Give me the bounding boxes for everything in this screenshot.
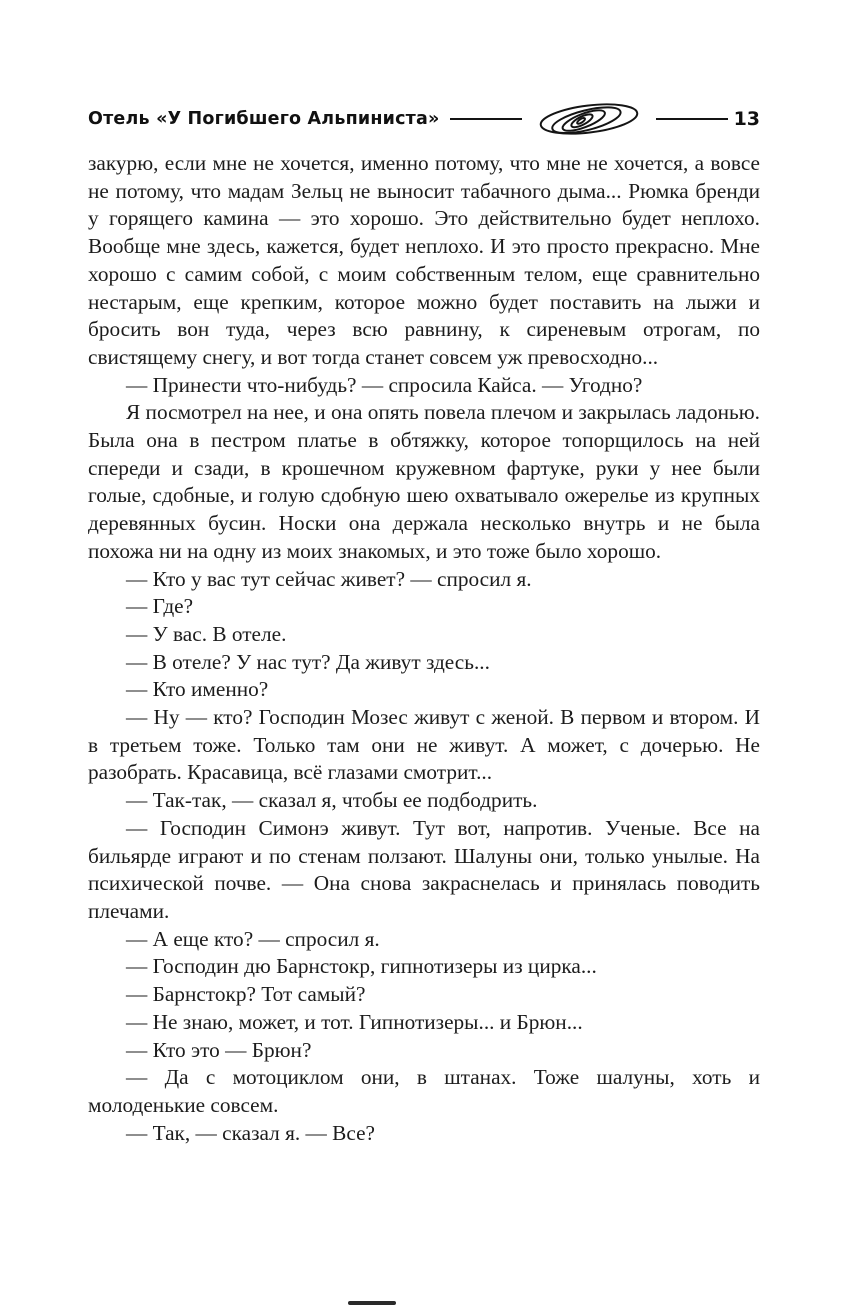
paragraph: — Так-так, — сказал я, чтобы ее подбодрить. xyxy=(126,788,538,813)
running-header xyxy=(88,96,760,142)
paragraph: закурю, если мне не хочется, именно потому, что мне не хочется, а вовсе не потому, что мадам Зельц не выносит табачного дыма... Рюмка бренди у горящего камина — это хорошо. Это действительно будет неплохо. Вообще мне здесь, кажется, будет неплохо. И это просто прекрасно. Мне хорошо с самим собой, с моим собственным телом, еще сравнительно нестарым, еще крепким, которое можно будет поставить на лыжи и бросить вон туда, через всю равнину, к сиреневым отрогам, по свистящему снегу, и вот тогда станет совсем уж превосходно... xyxy=(88,151,760,369)
paragraph: — Кто это — Брюн? xyxy=(126,1037,312,1062)
scan-artifact-mark xyxy=(348,1301,396,1305)
paragraph: — Барнстокр? Тот самый? xyxy=(126,982,366,1007)
spiral-ornament-icon xyxy=(526,96,652,142)
paragraph: Я посмотрел на нее, и она опять повела плечом и закрылась ладонью. Была она в пестром платье в обтяжку, которое топорщилось на ней спереди и сзади, в крошечном кружевном фартуке, руки у нее были голые, сдобные, и голую сдобную шею охватывало ожерелье из крупных деревянных бусин. Носки она держала несколько внутрь и не была похожа ни на одну из моих знакомых, и это тоже было хорошо. xyxy=(88,400,760,563)
paragraph: — Господин Симонэ живут. Тут вот, напротив. Ученые. Все на бильярде играют и по стенам ползают. Шалуны они, только унылые. На психической почве. — Она снова закраснелась и принялась поводить плечами. xyxy=(88,815,760,923)
body-text xyxy=(88,150,760,1147)
paragraph: — Не знаю, может, и тот. Гипнотизеры... и Брюн... xyxy=(126,1009,583,1034)
paragraph: — В отеле? У нас тут? Да живут здесь... xyxy=(126,649,490,674)
book-title: Отель «У Погибшего Альпиниста» xyxy=(88,109,440,129)
paragraph: — Да с мотоциклом они, в штанах. Тоже шалуны, хоть и молоденькие совсем. xyxy=(88,1065,760,1117)
paragraph: — Принести что-нибудь? — спросила Кайса. — Угодно? xyxy=(126,372,643,397)
paragraph: — А еще кто? — спросил я. xyxy=(126,926,380,951)
header-divider-right xyxy=(656,118,728,120)
paragraph: — У вас. В отеле. xyxy=(126,621,287,646)
paragraph: — Ну — кто? Господин Мозес живут с женой. В первом и втором. И в третьем тоже. Только там они не живут. А может, с дочерью. Не разобрать. Красавица, всё глазами смотрит... xyxy=(88,705,760,785)
header-divider-left xyxy=(450,118,522,120)
page-number: 13 xyxy=(733,108,761,130)
paragraph: — Где? xyxy=(126,594,194,619)
paragraph: — Кто именно? xyxy=(126,677,269,702)
paragraph: — Так, — сказал я. — Все? xyxy=(126,1120,375,1145)
paragraph: — Господин дю Барнстокр, гипнотизеры из цирка... xyxy=(126,954,597,979)
paragraph: — Кто у вас тут сейчас живет? — спросил я. xyxy=(126,566,532,591)
